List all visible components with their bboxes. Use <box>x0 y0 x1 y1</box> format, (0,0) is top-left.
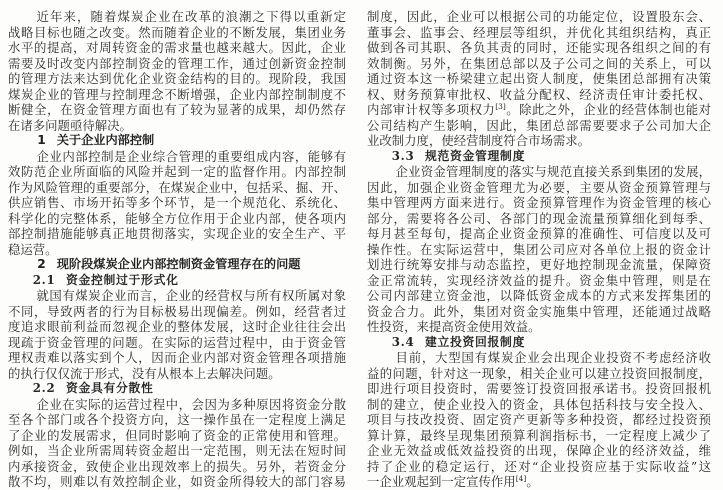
text-segment: 。 <box>526 474 539 489</box>
text-line: 度追求眼前利益而忽视企业的整体发展，这时企业往往会出 <box>8 319 346 334</box>
text-line: 现疏于资金管理的问题。在实际的运营过程中，由于资金管 <box>8 334 346 350</box>
text-line: 理权责难以落实到个人，因而企业内部对资金管理各项措施 <box>8 350 346 365</box>
text-line: 资金合力。此外，集团对资金实施集中管理，还能通过战略 <box>367 303 711 319</box>
subsection-heading <box>367 149 711 165</box>
text-line: 部控制措施能够真正地贯彻落实，实现企业的安全生产、平 <box>8 226 346 241</box>
section-title: 建立投资回报制度 <box>425 334 526 349</box>
text-line: 即进行项目投资时，需要签订投资回报承诺书。投资回报机 <box>367 381 711 396</box>
section-title: 关于企业内部控制 <box>56 133 155 147</box>
text-line: 益的问题，针对这一现象，相关企业可以建立投资回报制度， <box>367 365 711 381</box>
text-line: 断健全，在资金管理方面也有了较为显著的成果，却仍然存 <box>8 102 346 117</box>
paragraph <box>8 9 346 133</box>
text-line: 效制衡。另外，在集团总部以及子公司之间的关系上，可以 <box>367 55 711 71</box>
text-line: 持了企业的稳定运行，还对“企业投资应基于实际收益”这 <box>367 458 711 474</box>
paragraph <box>367 9 711 149</box>
text-line <box>367 474 711 490</box>
text-line: 的管理方法来达到优化企业资金结构的目的。现阶段，我国 <box>8 71 346 86</box>
section-number: 2 <box>37 257 46 271</box>
text-line: 公司结构产生影响，因此，集团总部需要要求子公司加大企 <box>367 117 711 133</box>
text-line: 例如，当企业所需周转资金超出一定范围，则无法在短时间 <box>8 443 346 458</box>
section-number: 2.1 <box>32 272 56 287</box>
paragraph <box>8 149 346 258</box>
text-line: 效防范企业所面临的风险并起到一定的监督作用。内部控制 <box>8 164 346 179</box>
citation-superscript: [4] <box>515 474 527 483</box>
text-line: 战略目标也随之改变。然而随着企业的不断发展，集团业务 <box>8 24 346 40</box>
text-line: 近年来，随着煤炭企业在改革的浪潮之下得以重新定 <box>36 9 346 24</box>
text-line: 目前，大型国有煤炭企业会出现企业投资不考虑经济收 <box>395 350 711 365</box>
text-line: 企业内部控制是企业综合管理的重要组成内容，能够有 <box>36 148 346 164</box>
paragraph <box>367 164 711 335</box>
paragraph <box>8 397 346 490</box>
text-line: 权、财务预算审批权、收益分配权、经济责任审计委托权、 <box>367 86 711 102</box>
section-title: 现阶段煤炭企业内部控制资金管理存在的问题 <box>56 257 301 271</box>
text-line: 制度，因此，企业可以根据公司的功能定位，设置股东会、 <box>367 9 711 24</box>
text-line: 散不均，则难以有效控制企业，如资金所得较大的部门容易 <box>8 474 346 489</box>
text-line: 做到各司其职、各负其责的同时，还能实现各组织之间的有 <box>367 40 711 55</box>
section-number: 1 <box>37 133 46 147</box>
text-segment: 一企业观起到一定宣传作用 <box>367 474 516 489</box>
text-line: 划进行统筹安排与动态监控，更好地控制现金流量，保障资 <box>367 257 711 272</box>
text-line: 公司内部建立资金池，以降低资金成本的方式来发挥集团的 <box>367 288 711 303</box>
text-line: 通过资本这一桥梁建立起出资人制度，使集团总部拥有决策 <box>367 71 711 86</box>
paragraph <box>8 288 346 381</box>
text-line: 供应销售、市场开拓等多个环节，是一个规范化、系统化、 <box>8 195 346 210</box>
text-line: 企业资金管理制度的落实与规范直接关系到集团的发展， <box>395 164 711 179</box>
text-line: 企业在实际的运营过程中，会因为多种原因将资金分散 <box>36 396 346 412</box>
paragraph <box>367 350 711 490</box>
text-line: 制的建立，使企业投入的资金，具体包括科技与安全投入、 <box>367 396 711 412</box>
text-line: 需要及时改变内部控制资金的管理工作，通过创新资金控制 <box>8 55 346 71</box>
text-line: 因此，加强企业资金管理尤为必要，主要从资金预算管理与 <box>367 179 711 195</box>
right-column <box>367 9 711 490</box>
text-line: 煤炭企业的管理与控制理念不断增强，企业内部控制制度不 <box>8 86 346 102</box>
section-number: 3.4 <box>391 334 415 349</box>
text-segment: 内部审计权等多项权力 <box>367 102 496 117</box>
text-line: 就国有煤炭企业而言，企业的经营权与所有权所属对象 <box>36 288 346 303</box>
text-line: 企业无效益或低效益投资的出现，保障企业的经济效益，维 <box>367 443 711 458</box>
text-line: 作为风险管理的重要部分，在煤炭企业中，包括采、掘、开、 <box>8 179 346 195</box>
text-line: 至各个部门或各个投资方向，这一操作虽在一定程度上满足 <box>8 412 346 427</box>
left-column <box>8 9 346 490</box>
text-line: 金正常流转，实现经济效益的提升。资金集中管理，则是在 <box>367 272 711 288</box>
text-line: 不同，导致两者的行为目标极易出现偏差。例如，经营者过 <box>8 303 346 319</box>
subsection-heading <box>8 381 346 397</box>
section-title: 资金具有分散性 <box>66 381 154 395</box>
section-title: 规范资金管理制度 <box>425 148 526 163</box>
text-line: 内承接资金，致使企业出现效率上的损失。另外，若资金分 <box>8 458 346 474</box>
citation-superscript: [3] <box>495 102 506 111</box>
section-title: 资金控制过于形式化 <box>66 272 179 287</box>
subsection-heading <box>367 335 711 351</box>
text-line: 集中管理两方面来进行。资金预算管理作为资金管理的核心 <box>367 195 711 210</box>
text-line: 科学化的完整体系，能够全方位作用于企业内部，使各项内 <box>8 210 346 226</box>
section-heading <box>8 257 346 273</box>
section-number: 2.2 <box>32 381 56 395</box>
subsection-heading <box>8 273 346 289</box>
text-line: 了企业的发展需求，但同时影响了资金的正常使用和管理。 <box>8 427 346 443</box>
text-line: 部分，需要将各公司、各部门的现金流量预算细化到每季、 <box>367 210 711 226</box>
text-line: 水平的提高，对周转资金的需求量也越来越大。因此，企业 <box>8 40 346 55</box>
text-line: 董事会、监事会、经理层等组织，并优化其组织结构，真正 <box>367 24 711 40</box>
text-line: 的执行仅仅流于形式，没有从根本上去解决问题。 <box>8 365 281 381</box>
text-line: 操作性。在实际运营中，集团公司应对各单位上报的资金计 <box>367 241 711 257</box>
text-line <box>367 102 711 118</box>
section-number: 3.3 <box>391 148 415 163</box>
text-line: 性投资，来提高资金使用效益。 <box>367 319 541 334</box>
section-heading <box>8 133 346 149</box>
text-line: 项目与技改投资、固定资产更新等多种投资，都经过投资预 <box>367 412 711 427</box>
text-segment: 。除此之外，企业的经营体制也能对 <box>505 102 711 117</box>
text-line: 每月甚至每旬，提高企业资金预算的准确性、可信度以及可 <box>367 226 711 241</box>
text-line: 算计算，最终呈现集团预算利润指标书，一定程度上减少了 <box>367 427 711 443</box>
text-line: 业改制力度，使经营制度符合市场需求。 <box>367 133 591 148</box>
text-line: 稳运营。 <box>8 241 58 257</box>
text-line: 在诸多问题亟待解决。 <box>8 117 132 133</box>
